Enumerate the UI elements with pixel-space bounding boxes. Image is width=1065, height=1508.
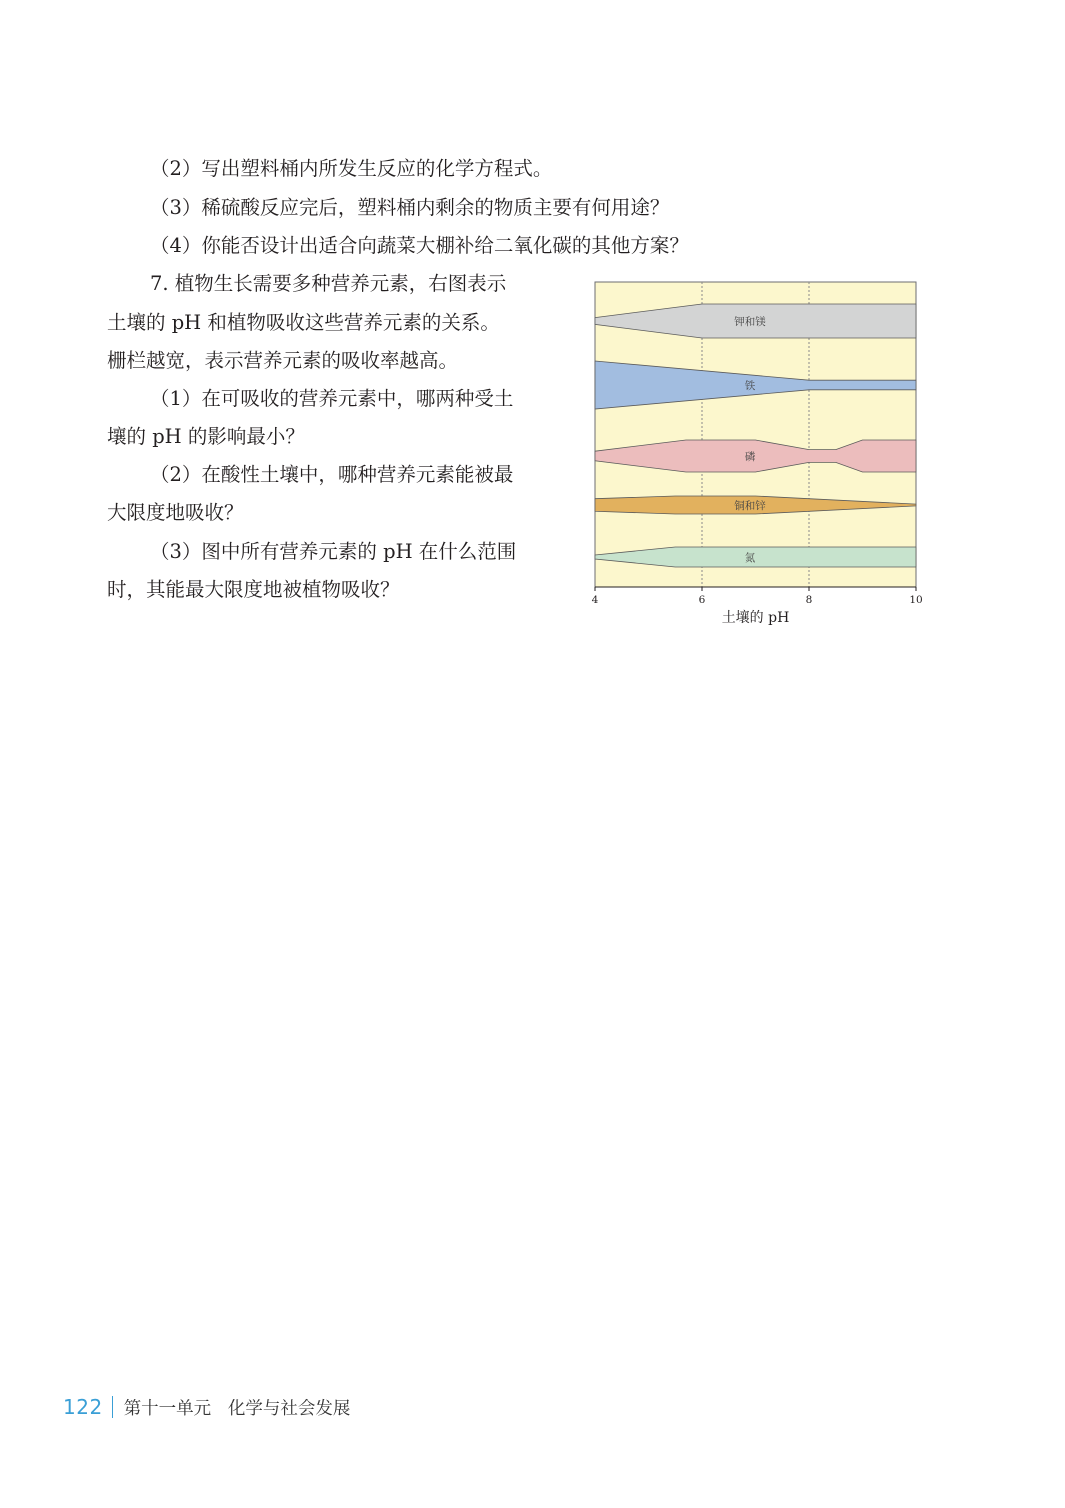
chart-x-tick-label: 6 <box>698 594 706 606</box>
unit-title: 第十一单元 化学与社会发展 <box>123 1398 351 1419</box>
question-7-2-line1: （2）在酸性土壤中，哪种营养元素能被最 <box>150 463 514 486</box>
chart-band-label: 磷 <box>744 451 756 463</box>
question-7-2-line2: 大限度地吸收？ <box>107 501 244 524</box>
question-7-stem-line3: 栅栏越宽，表示营养元素的吸收率越高。 <box>107 349 459 372</box>
footer-divider <box>112 1396 113 1418</box>
page-footer <box>63 1393 350 1421</box>
page-number: 122 <box>63 1395 103 1419</box>
question-6-4: （4）你能否设计出适合向蔬菜大棚补给二氧化碳的其他方案？ <box>150 234 689 257</box>
chart-band-label: 铜和锌 <box>734 500 766 512</box>
chart-x-tick-label: 4 <box>591 594 599 606</box>
question-7-stem-line2: 土壤的 pH 和植物吸收这些营养元素的关系。 <box>107 311 500 334</box>
chart-band-label: 氮 <box>744 552 756 564</box>
chart-band-label: 铁 <box>744 380 756 392</box>
question-7-stem-line1: 7. 植物生长需要多种营养元素，右图表示 <box>150 272 507 295</box>
question-7-3-line1: （3）图中所有营养元素的 pH 在什么范围 <box>150 540 517 563</box>
question-7-1-line2: 壤的 pH 的影响最小？ <box>107 425 305 448</box>
question-6-2: （2）写出塑料桶内所发生反应的化学方程式。 <box>150 157 553 180</box>
nutrient-ph-chart <box>578 274 938 634</box>
chart-band-label: 钾和镁 <box>734 316 766 328</box>
nutrient-ph-chart-svg <box>578 274 938 634</box>
chart-x-tick-label: 10 <box>909 594 923 606</box>
question-7-3-line2: 时，其能最大限度地被植物吸收？ <box>107 578 400 601</box>
question-7-1-line1: （1）在可吸收的营养元素中，哪两种受土 <box>150 387 514 410</box>
question-6-3: （3）稀硫酸反应完后，塑料桶内剩余的物质主要有何用途？ <box>150 196 670 219</box>
chart-x-tick-label: 8 <box>805 594 813 606</box>
chart-x-axis-label: 土壤的 pH <box>721 610 790 626</box>
chart-band-5 <box>595 547 916 567</box>
